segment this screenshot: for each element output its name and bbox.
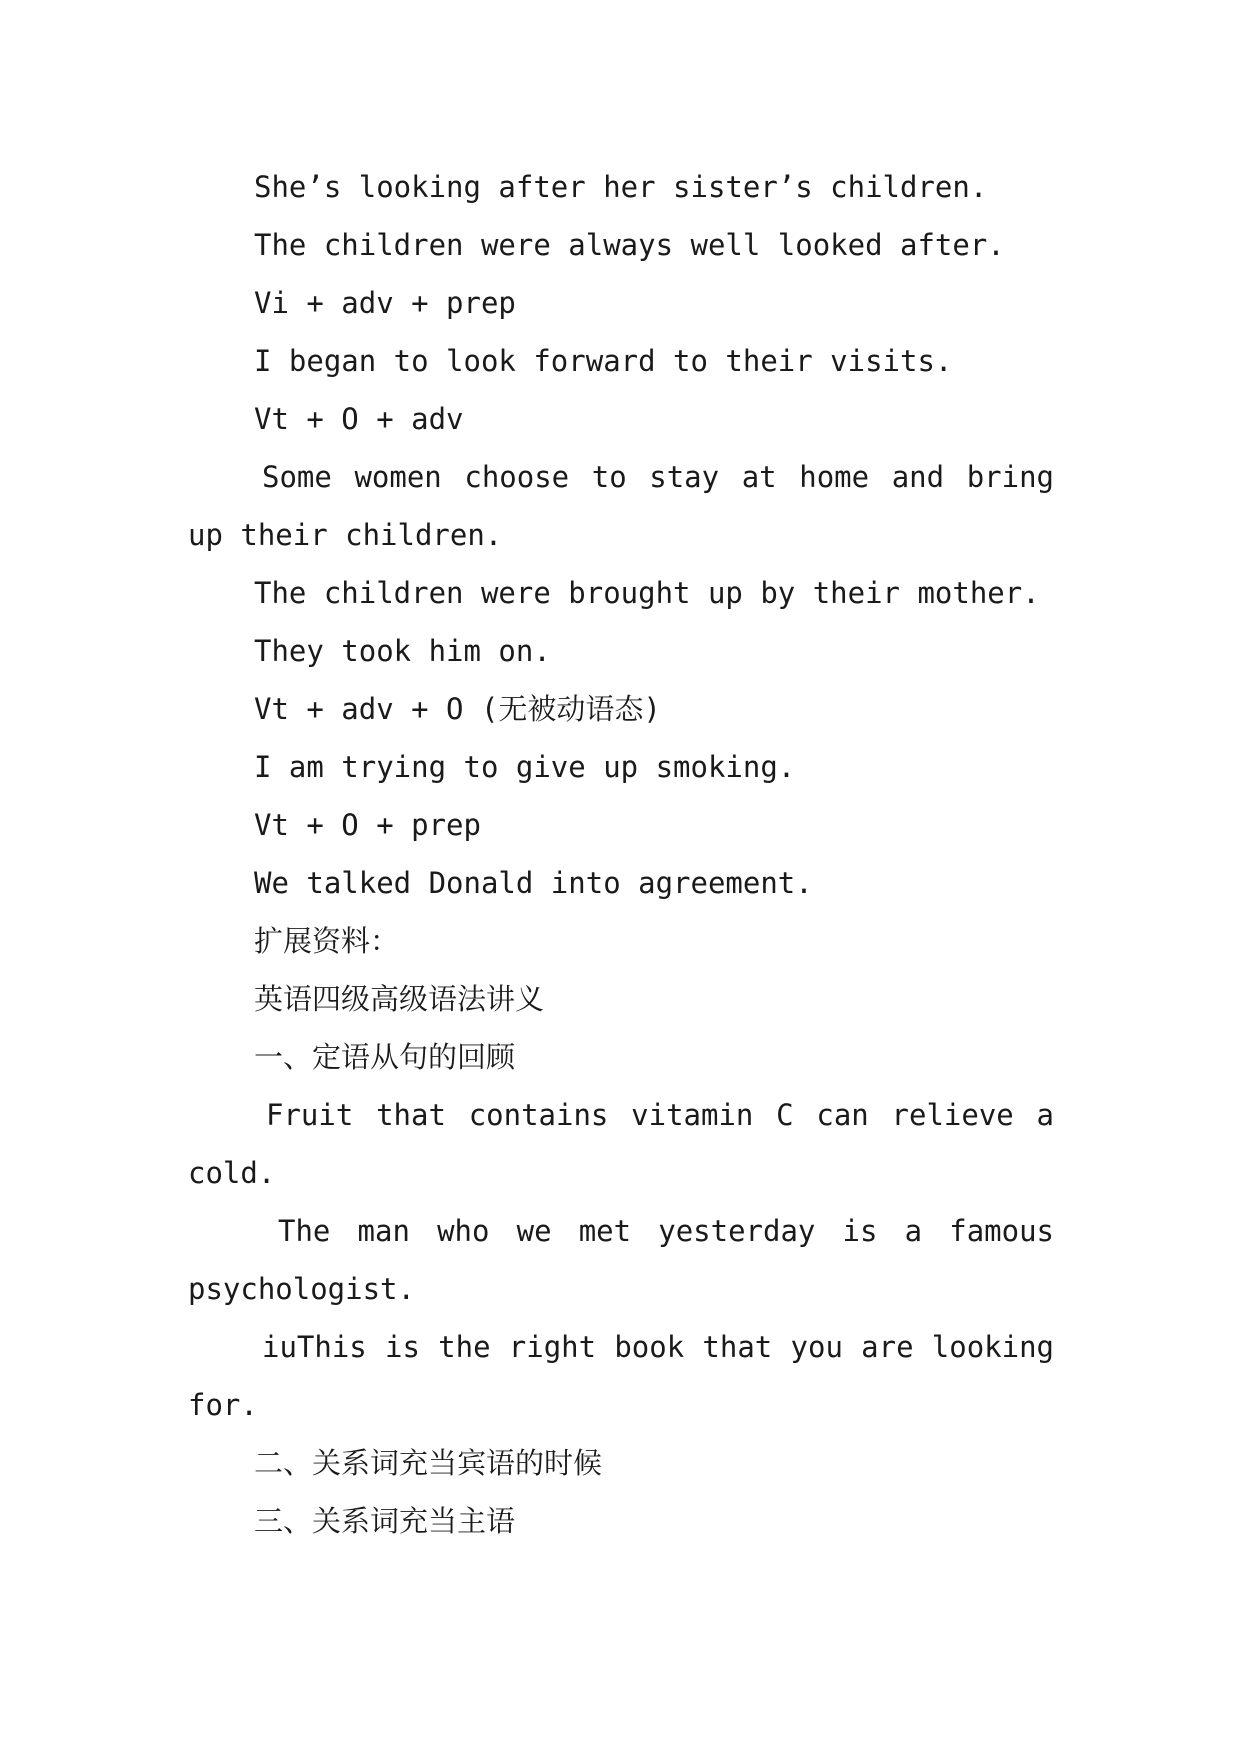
pattern-formula: Vt + O + adv [254,402,464,436]
example-sentence: We talked Donald into agreement. [254,866,813,900]
pattern-formula: Vt + O + prep [254,808,481,842]
example-sentence: The children were brought up by their mother. [254,576,1040,610]
example-sentence: They took him on. [254,634,551,668]
section-title: 英语四级高级语法讲义 [254,982,545,1016]
pattern-formula: Vt + adv + O (无被动语态) [254,692,661,726]
example-sentence: I am trying to give up smoking. [254,750,796,784]
example-sentence: I began to look forward to their visits. [254,344,953,378]
pattern-formula: Vi + adv + prep [254,286,516,320]
example-sentence: Fruit that contains vitamin C can relieve a cold. [188,1098,1054,1190]
section-heading: 三、关系词充当主语 [254,1504,516,1538]
section-heading: 一、定语从句的回顾 [254,1040,516,1074]
example-sentence: iuThis is the right book that you are looking for. [188,1330,1054,1422]
example-sentence: The man who we met yesterday is a famous psychologist. [188,1214,1054,1306]
document-body [188,158,1054,1550]
example-sentence: She’s looking after her sister’s children. [254,170,988,204]
section-heading: 二、关系词充当宾语的时候 [254,1446,603,1480]
example-sentence: Some women choose to stay at home and bring up their children. [188,460,1054,552]
section-label: 扩展资料： [254,924,400,958]
example-sentence: The children were always well looked after. [254,228,1005,262]
